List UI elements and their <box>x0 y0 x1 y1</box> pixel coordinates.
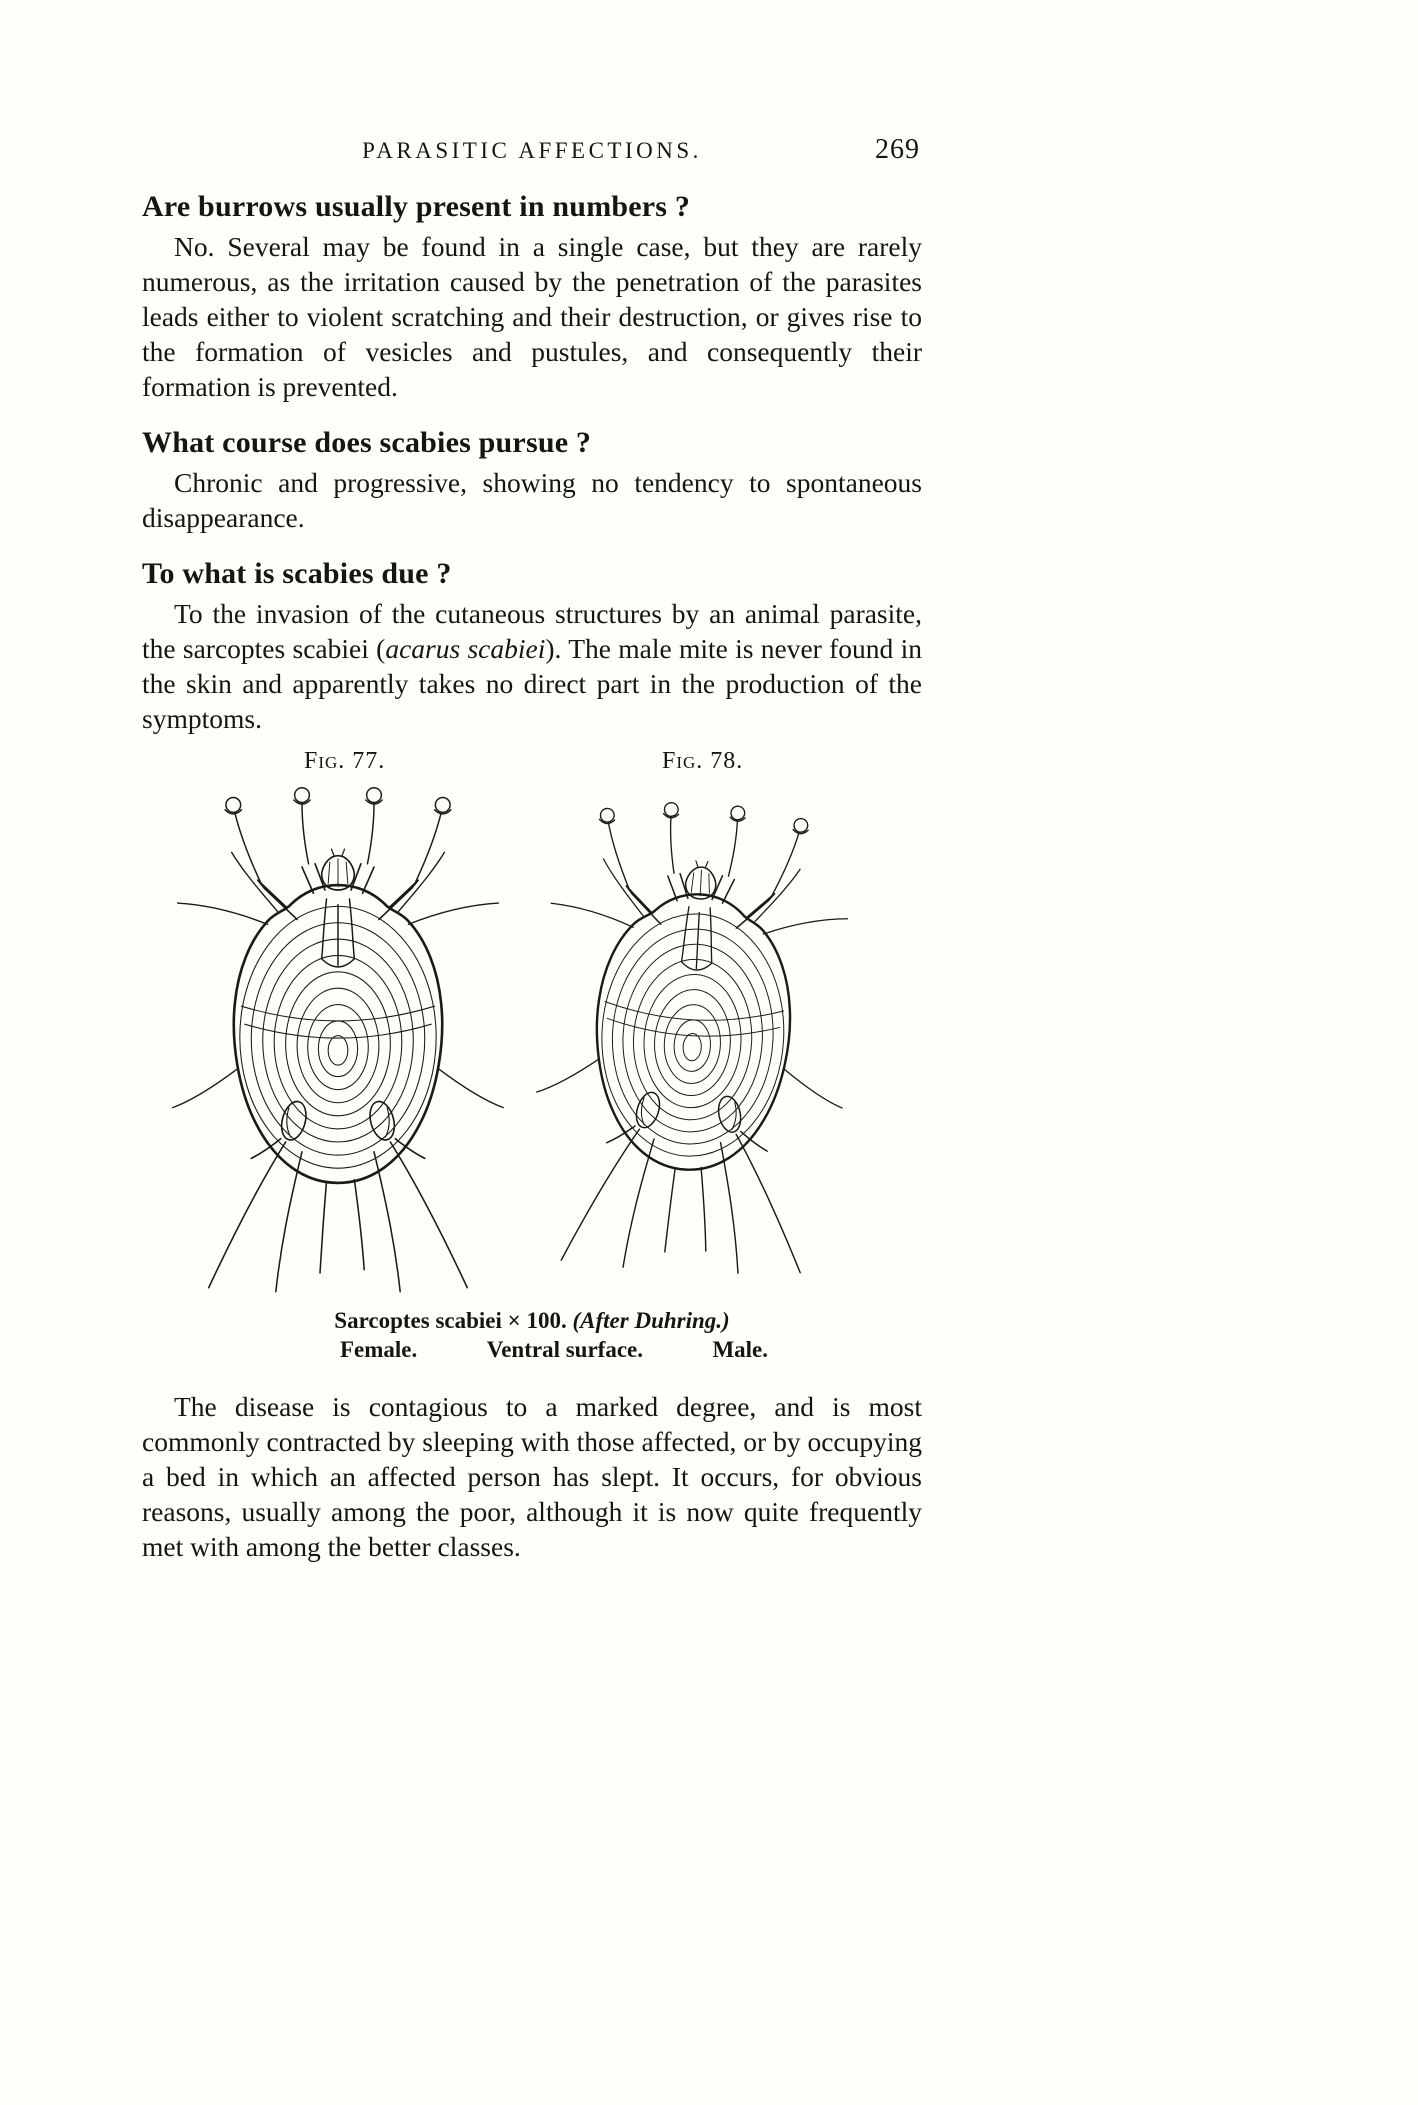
running-head <box>142 134 922 168</box>
figure-78-label: Fig. 78. <box>662 748 744 774</box>
section-body-course: Chronic and progressive, showing no tendency to spontaneous disappearance. <box>142 467 922 533</box>
running-title: PARASITIC AFFECTIONS. <box>362 138 702 163</box>
figure-caption-ventral: Ventral surface. <box>486 1337 643 1362</box>
figure-caption-line1 <box>142 1308 922 1334</box>
section-heading-cause: To what is scabies due ? <box>142 557 452 590</box>
cause-text-post: ). The male mite is never found in the skin and apparently takes no direct part in the production of the symptoms. <box>142 633 922 734</box>
figure-78-male-mite-illustration <box>534 782 852 1282</box>
cause-latin-name: acarus scabiei <box>385 633 546 664</box>
figure-caption-line2 <box>340 1337 768 1363</box>
figure-caption-female: Female. <box>340 1337 418 1362</box>
figure-77-female-mite-illustration <box>164 764 512 1304</box>
page-content <box>142 134 922 1564</box>
figure-caption-title: Sarcoptes scabiei × 100. <box>334 1308 567 1333</box>
section-heading-course: What course does scabies pursue ? <box>142 426 592 459</box>
figure-caption-male: Male. <box>712 1337 768 1362</box>
page-number: 269 <box>875 134 920 165</box>
section-body-burrows: No. Several may be found in a single case, but they are rarely numerous, as the irritation caused by the penetration of the parasites leads either to violent scratching and their destruction, or gives rise to the formation of vesicles and pustules, and consequently their formation is prevented. <box>142 231 922 402</box>
section-body-cause <box>142 596 922 736</box>
figure-caption-credit: (After Duhring.) <box>572 1308 730 1333</box>
figure-block <box>142 748 922 1304</box>
closing-paragraph: The disease is contagious to a marked degree, and is most commonly contracted by sleeping with those affected, or by occupying a bed in which an affected person has slept. It occurs, for obvious reasons, usually among the poor, although it is now quite frequently met with among the better classes. <box>142 1391 922 1562</box>
cause-text-pre: To the invasion of the cutaneous structures by an animal parasite, the sarcoptes scabiei ( <box>142 598 922 664</box>
section-heading-burrows: Are burrows usually present in numbers ? <box>142 190 691 223</box>
figure-77-label: Fig. 77. <box>304 748 386 774</box>
